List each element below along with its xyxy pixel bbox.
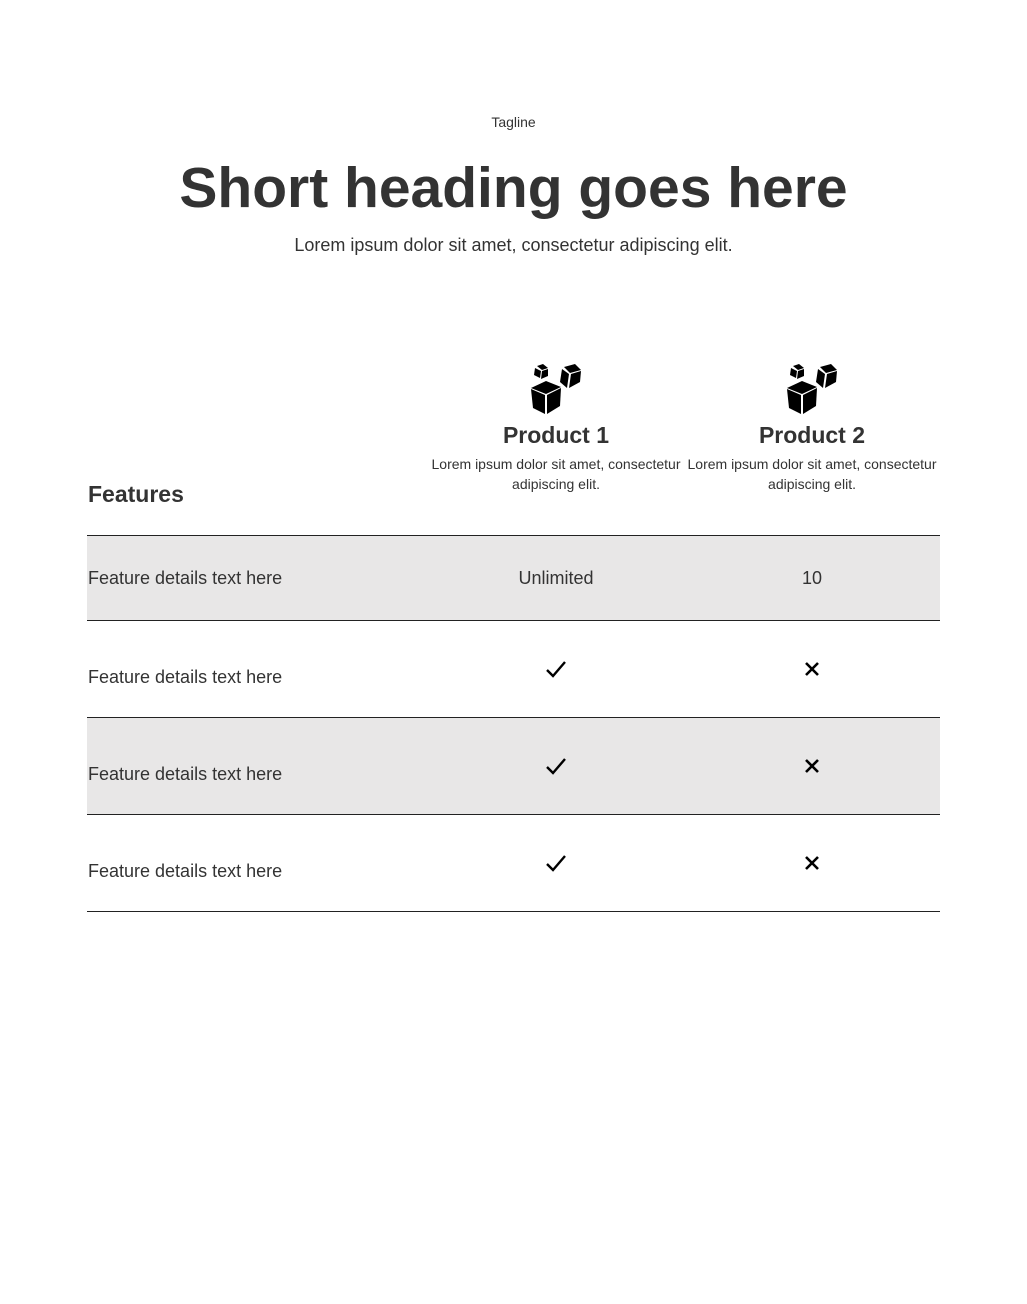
product-1-value: Unlimited [518,568,594,588]
check-icon [544,754,568,778]
cubes-icon [785,362,839,416]
product-2-value: 10 [801,568,823,588]
page-subtitle: Lorem ipsum dolor sit amet, consectetur adipiscing elit. [294,235,733,255]
close-icon [800,754,824,778]
feature-label: Feature details text here [88,861,283,881]
feature-rows [87,535,940,912]
check-icon [544,657,568,681]
close-icon [800,851,824,875]
features-column-title: Features [88,481,184,507]
product-1-value [428,754,684,778]
product-column-1 [428,362,684,494]
product-description: Lorem ipsum dolor sit amet, consectetur adipiscing elit. [431,456,681,492]
cubes-icon [529,362,583,416]
product-1-value [428,657,684,681]
product-name: Product 1 [502,422,610,448]
product-name: Product 2 [758,422,866,448]
product-description: Lorem ipsum dolor sit amet, consectetur adipiscing elit. [687,456,937,492]
feature-label: Feature details text here [88,568,283,588]
table-row [87,536,940,621]
comparison-table-header [87,362,940,535]
close-icon [800,657,824,681]
product-2-value [684,754,940,778]
product-2-value [684,657,940,681]
table-row [87,815,940,912]
page-title: Short heading goes here [179,156,848,220]
feature-label: Feature details text here [88,667,283,687]
table-row [87,718,940,815]
tagline: Tagline [491,114,536,130]
product-1-value [428,851,684,875]
table-row [87,621,940,718]
product-2-value [684,851,940,875]
product-column-2 [684,362,940,494]
check-icon [544,851,568,875]
feature-label: Feature details text here [88,764,283,784]
